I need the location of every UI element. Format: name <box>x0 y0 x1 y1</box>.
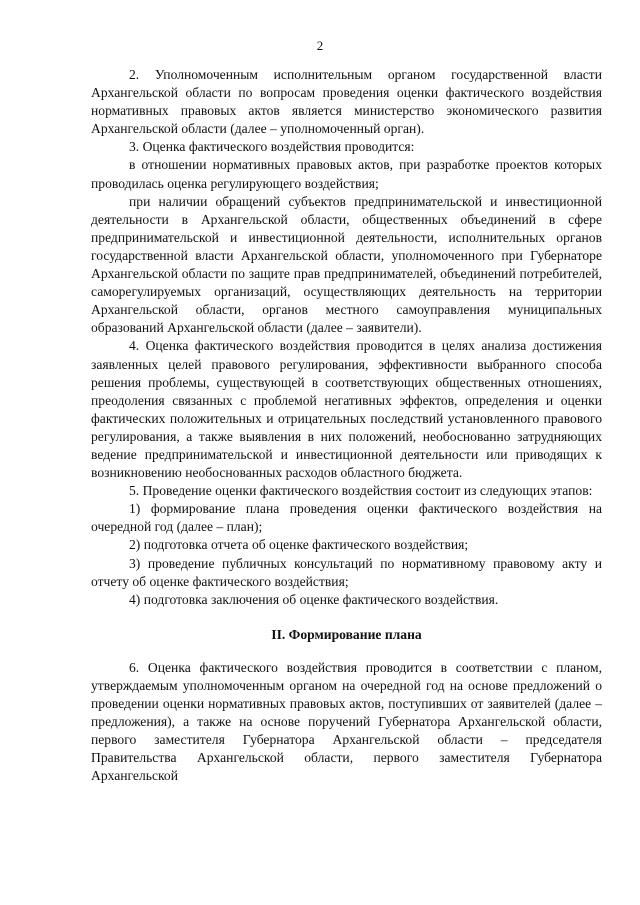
paragraph-item-4: 4. Оценка фактического воздействия проводится в целях анализа достижения заявленных целей правового регулирования, эффективности выбранного способа решения проблемы, существующей в соответствующих общественных отношениях, преодоления связанных с проблемой негативных эффектов, определения и оценки фактических положительных и отрицательных последствий установленного правового регулирования, а также выявления в них положений, необоснованно затрудняющих ведение предпринимательской и инвестиционной деятельности или приводящих к возникновению необоснованных расходов областного бюджета. <box>91 338 602 481</box>
document-body <box>91 66 602 786</box>
section-heading: II. Формирование плана <box>271 626 422 642</box>
list-item-stage-1: 1) формирование плана проведения оценки фактического воздействия на очередной год (далее – план); <box>91 501 602 535</box>
paragraph-item-2: 2. Уполномоченным исполнительным органом государственной власти Архангельской области по вопросам проведения оценки фактического воздействия нормативных правовых актов является министерство экономического развития Архангельской области (далее – уполномоченный орган). <box>91 67 602 137</box>
page-number: 2 <box>316 38 324 53</box>
list-item-stage-2: 2) подготовка отчета об оценке фактического воздействия; <box>129 537 469 553</box>
list-item-stage-3: 3) проведение публичных консультаций по нормативному правовому акту и отчету об оценке фактического воздействия; <box>91 555 602 589</box>
paragraph-item-3-subitem-2: при наличии обращений субъектов предпринимательской и инвестиционной деятельности в Архангельской области, общественных объединений в сфере предпринимательской и инвестиционной деятельности, исполнительных органов государственной власти Архангельской области, уполномоченного при Губернаторе Архангельской области по защите прав предпринимателей, объединений потребителей, саморегулируемых организаций, осуществляющих деятельность на территории Архангельской области, органов местного самоуправления муниципальных образований Архангельской области (далее – заявители). <box>91 193 602 336</box>
paragraph-item-6: 6. Оценка фактического воздействия проводится в соответствии с планом, утверждаемым уполномоченным органом на очередной год на основе предложений о проведении оценки нормативных правовых актов, поступивших от заявителей (далее – предложения), а также на основе поручений Губернатора Архангельской области, первого заместителя Губернатора Архангельской области – председателя Правительства Архангельской области, первого заместителя Губернатора Архангельской <box>91 659 602 784</box>
list-item-stage-4: 4) подготовка заключения об оценке фактического воздействия. <box>129 591 499 607</box>
paragraph-item-3: 3. Оценка фактического воздействия проводится: <box>129 139 415 155</box>
paragraph-item-3-subitem-1: в отношении нормативных правовых актов, при разработке проектов которых проводилась оценка регулирующего воздействия; <box>91 157 602 191</box>
paragraph-item-5: 5. Проведение оценки фактического воздействия состоит из следующих этапов: <box>129 483 593 499</box>
